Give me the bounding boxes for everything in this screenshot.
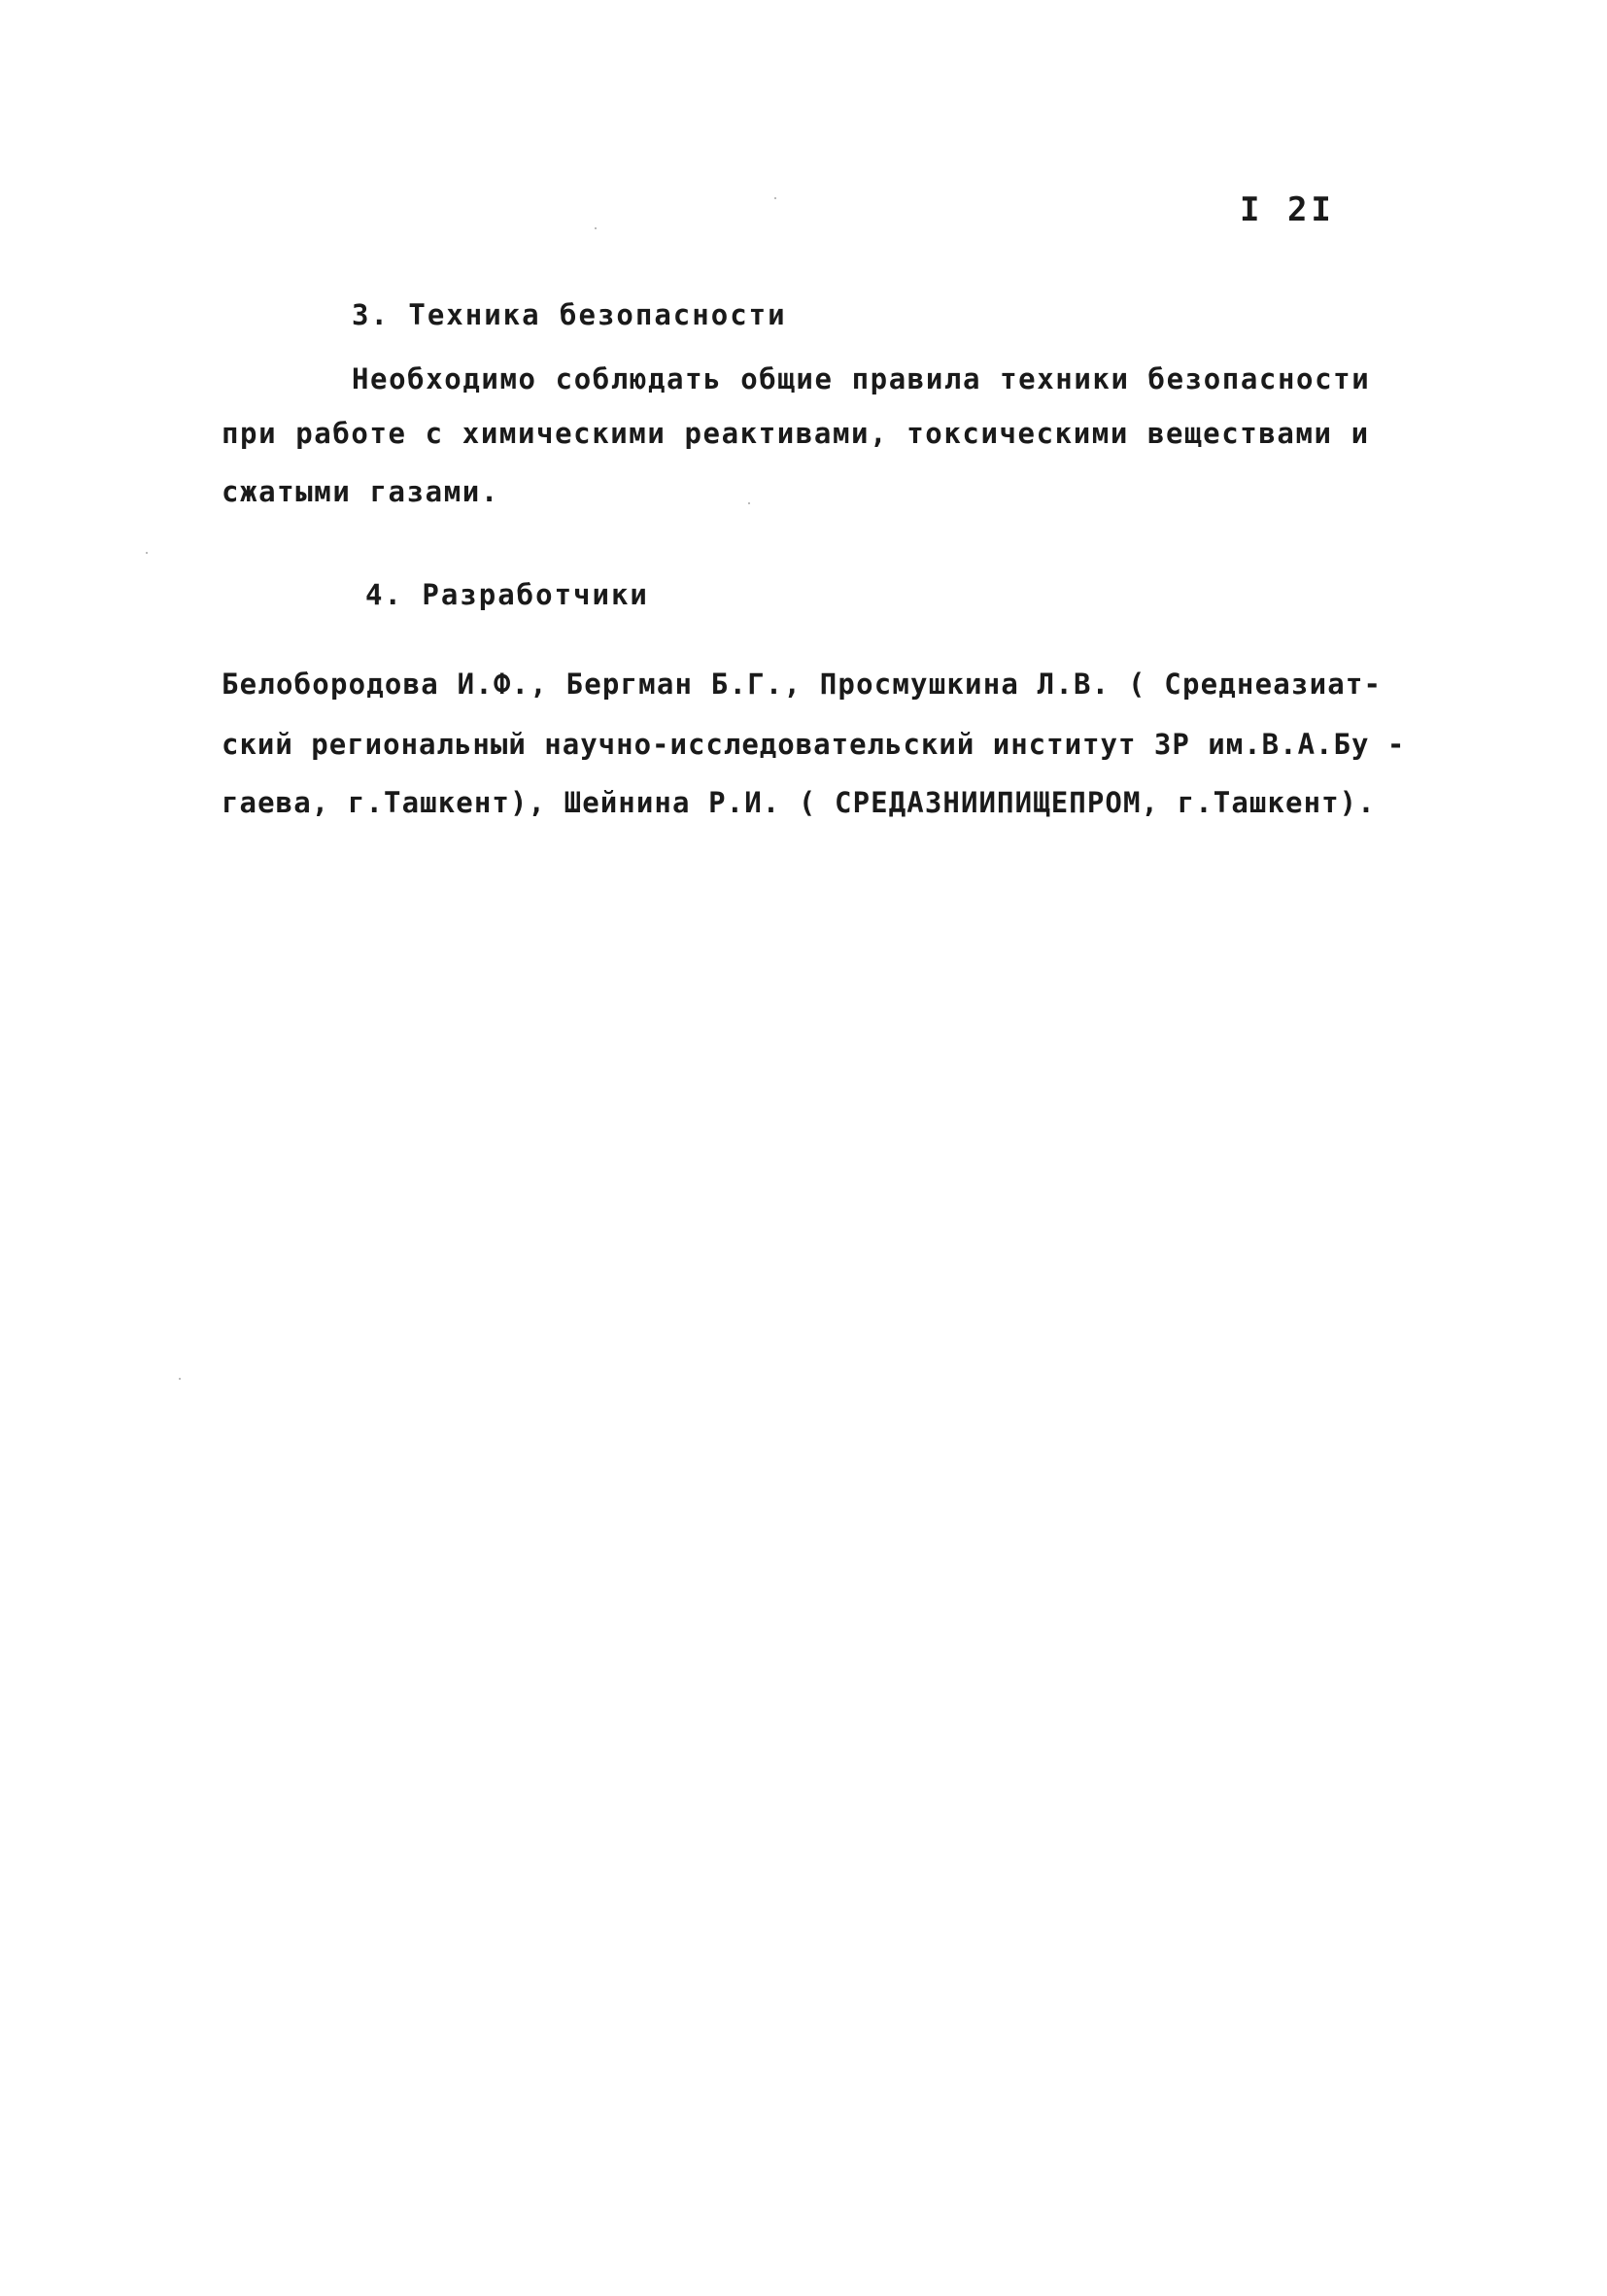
safety-text-line: при работе с химическими реактивами, токсическими веществами и	[222, 417, 1370, 450]
scan-speck	[146, 552, 148, 554]
developers-text-line: Белобородова И.Ф., Бергман Б.Г., Просмушкина Л.В. ( Среднеазиат-	[222, 668, 1383, 701]
scan-speck	[774, 197, 776, 199]
developers-text-line: ский региональный научно-исследовательский институт ЗР им.В.А.Бу -	[222, 728, 1406, 761]
scan-speck	[595, 227, 597, 229]
safety-text-line: Необходимо соблюдать общие правила техники безопасности	[352, 362, 1371, 395]
safety-text-line: сжатыми газами.	[222, 475, 499, 508]
developers-text-line: гаева, г.Ташкент), Шейнина Р.И. ( СРЕДАЗНИИПИЩЕПРОМ, г.Ташкент).	[222, 786, 1376, 819]
section-heading-developers: 4. Разработчики	[365, 578, 649, 611]
scan-speck	[179, 1378, 181, 1380]
scan-speck	[748, 502, 750, 504]
section-heading-safety: 3. Техника безопасности	[352, 298, 787, 331]
page-number: I 2I	[1240, 190, 1335, 229]
